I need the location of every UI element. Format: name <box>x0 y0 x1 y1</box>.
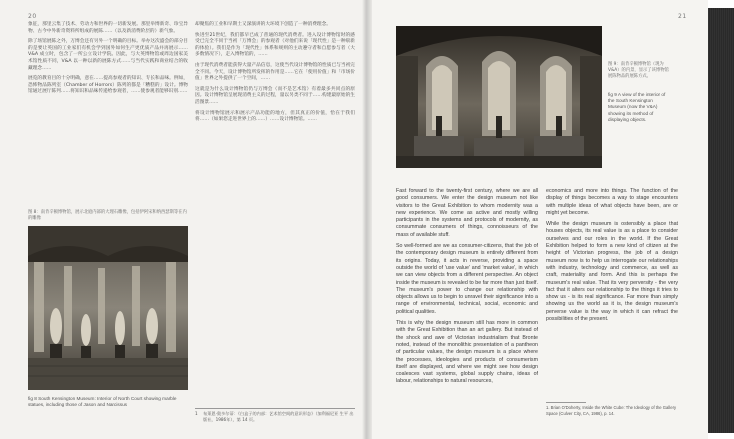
right-column-1 <box>396 188 538 390</box>
footnote-marker: 1 <box>195 411 198 416</box>
photo-caption-en: fig 8 South Kensington Museum: Interior of North Court showing marble statues, including those of Jason and Narcissus <box>28 396 177 408</box>
left-page <box>0 0 366 439</box>
paragraph: 除了场馆展陈之外，万博会还有另外一个明确的目标。举办这次盛会的部分目的是要让英国的工业家们有机会学到国外如何生产更优质产品并再展示……V&A 成立时，包含了一所公立设计学院。因此，与大英博物馆或周边国家美术馆性质不同，V&A 以一种以新的展陈方式……与当代实践和商业结合的收藏理念…… <box>28 39 188 71</box>
footnote-rule <box>195 408 355 409</box>
photo-caption-en: fig 9 A view of the interior of the South Kensington Museum (now the V&A) showing its method of displaying objects. <box>608 92 666 122</box>
paragraph: While the design museum is ostensibly a place that houses objects, its real value is as a place to consider ourselves and our roles in the world. If the Great Exhibition helped to form a new kind of citizen at the height of Victorian progress, the job of a design museum now is to help us interrogate our relationships with industry, technology and commerce, as well as craft, materiality and form. And this is perhaps the museum's real value. That its very perversity - the very fact that it alters our relationship to the things it tries to show us - is its real significance. Far more than simply showing us the world as it is, the design museum's perverse value is the way in which it can refract the possibilities of the present. <box>546 221 678 323</box>
footnote-cn: 布莱恩·奥多尔蒂：《白盒子的内部：艺术馆空间的意识形态》（加利福尼亚 生平 出版社，1986年），第 14 页。 <box>203 411 354 422</box>
paragraph: So well-formed are we as consumer-citizens, that the job of the contemporary design museum is entirely different from its origins. Today, it acts in reverse, providing a space outside the world of 'use value' and 'market value', in which we can view objects from a different perspective. An object inside the museum is revealed to be far more than just itself. The museum's power to change our relationship with objects allows us to begin to unravel their significance into a range of environmental, technical, social, economic and political qualities. <box>396 243 538 315</box>
paragraph: 由于现代消费者能获得大量产品信息，这使当代设计博物馆的性质已与当初完全不同。今天，设计博物馆所发挥的作用是……它在「使用价值」和「市场价值」世界之外提供了一个空间，…… <box>195 62 355 82</box>
left-column-1 <box>28 22 188 100</box>
paragraph: 这就是为什么设计博物馆仍与万博会（而不是艺术馆）有着最多共同点的原因。设计博物馆呈展现消费主义的过程，量以另类不同于……构建最原始的生活图景…… <box>195 86 355 105</box>
left-column-2 <box>195 22 355 128</box>
paragraph: 快进至21世纪，我们都早已成了普通的现代消费者。进入设计博物馆时的感受已完全不同于当初「万博会」的参观者（对他们来说「现代性」是一种崭新的体验）。我们是作为「现代性」体系和规则的主动遵守者和自愿参与者（大多数情况下），走入博物馆的，…… <box>195 32 355 58</box>
paragraph: 展览的教育目的十分明确，意在……提高参观者的知识、专长和品味。例如，恐怖物品陈列室（Chamber of Horrors）陈列的都是「糟糕的」设计。博物馆通过展厅陈列……将知识和品味传递给参观者，……使参观者能够识别…… <box>28 76 188 95</box>
page-edges <box>708 8 734 433</box>
paragraph: This is why the design museum still has more in common with the Great Exhibition than an art gallery. But instead of the shock and awe of Victorian industrialism that Bronte noted, instead of the monolithic presentation of a pantheon of particular values, the design museum is a place where the processes, ideologies and products of consumerism itself are displayed, and where we might see how design coalesces vast systems, global supply chains, ideas of labour, relationships to natural resources, <box>396 320 538 385</box>
book-spine-shadow <box>362 0 372 439</box>
museum-interior-display-photo <box>396 26 602 168</box>
paragraph: 却聚焦的工业和早期土又深演讲的大环境下创造了一种消费理念。 <box>195 22 331 27</box>
photo-caption-cn: 图 8：南肯辛顿博物馆，展示北庭内部的大理石雕像，包括伊阿宋和纳西瑟斯等在内的雕像 <box>28 210 187 221</box>
footnote-rule <box>546 402 586 403</box>
photo-caption-cn: 图 9：南肯辛顿博物馆（现为 V&A）的内景，显示了该博物馆展陈物品的展陈方式。 <box>608 62 669 79</box>
right-column-2 <box>546 188 678 327</box>
footnote-en: 1. Brian O'Doherty, Inside the White Cube: The Ideology of the Gallery Space (Culver City, CA, 1986), p. 14. <box>546 405 677 416</box>
paragraph: economics and more into things. The function of the display of things becomes a way to stage encounters with multiple ideas of what objects have been, are or might yet become. <box>546 188 678 216</box>
paragraph: Fast forward to the twenty-first century, where we are all good consumers. We enter the design museum not like visitors to the Great Exhibition to whom modernity was a new experience. We come as active and mostly willing participants in the systems and protocols of modernity, as consummate consumers of things, connoisseurs of the mass of available stuff. <box>396 188 538 238</box>
right-page-number: 21 <box>678 13 687 20</box>
paragraph: 象征，那里云集了技术、劳动力和世界的一切新发展。那里举博新奇、珍宝异物、古今中外新奇资料所组成的展陈……（以及新消费阶层的）新气象。 <box>28 22 188 34</box>
left-page-number: 20 <box>28 13 37 20</box>
right-page <box>366 0 708 439</box>
museum-north-court-photo <box>28 226 188 390</box>
paragraph: 将设计博物馆展示和展示产品功能的地方，但其真正的价值，恰在于我们将……（如果您走进世界上的……）……设计博物馆。…… <box>195 110 355 123</box>
